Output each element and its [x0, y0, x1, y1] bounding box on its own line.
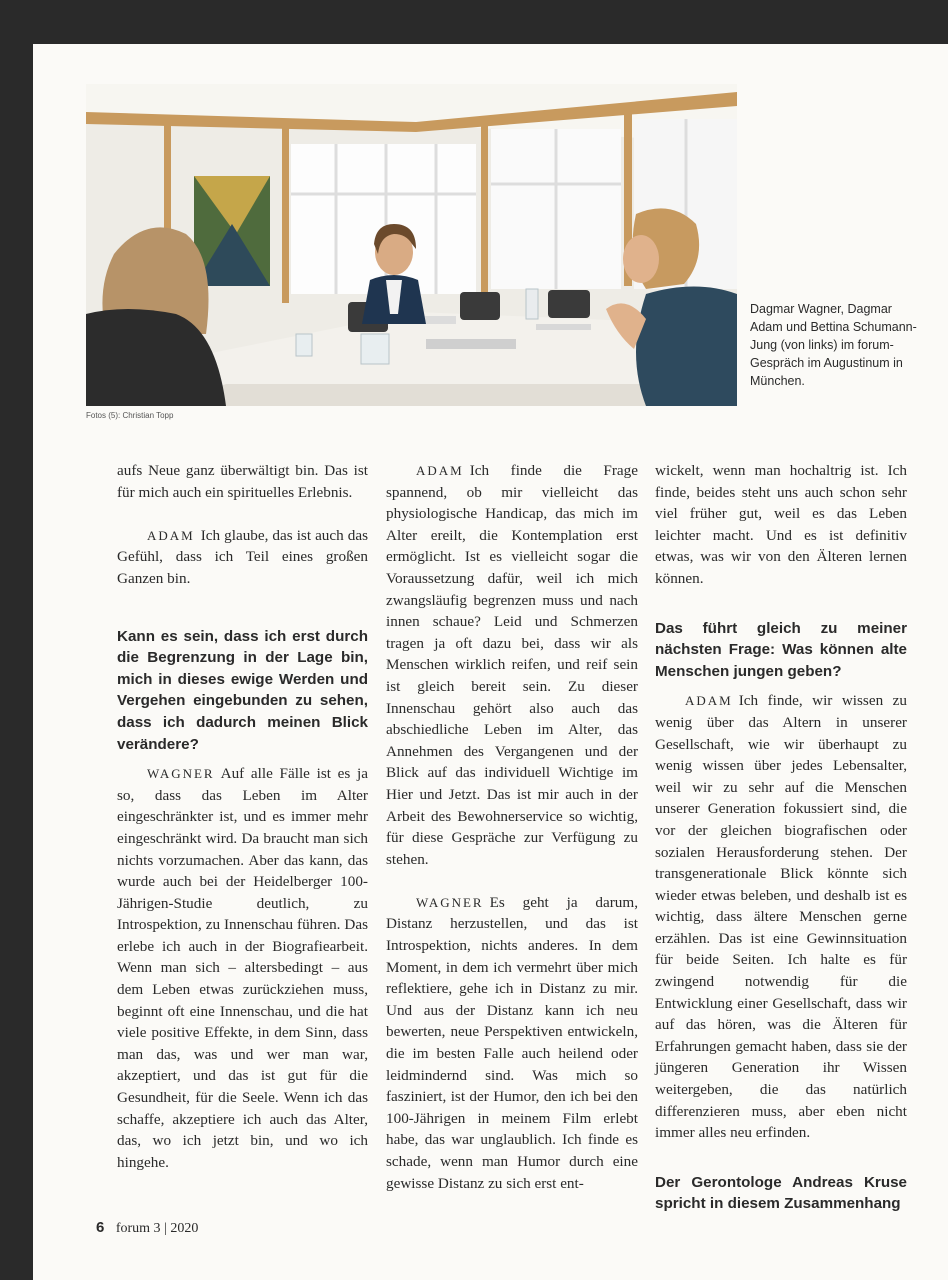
speaker-label: ADAM	[147, 527, 195, 543]
paragraph	[386, 460, 638, 870]
page-footer	[96, 1219, 198, 1237]
speaker-label: WAGNER	[416, 894, 484, 910]
paragraph	[655, 690, 907, 1143]
paragraph-text: Ich finde, wir wissen zu wenig über das Altern in unserer Gesellschaft, wie wir überhaupt zu wenig wissen über jedes Lebensalter, weil wir zu sehr auf die Menschen unserer Generation fokussiert sind, die vor der gleichen biografischen oder sozialen Herausforderung stehen. Der transgenerationale Blick könnte sich wieder etwas beleben, und deshalb ist es wichtig, dass ältere Menschen gerne erzählen. Das ist eine Gewinnsituation für beide Seiten. Ich halte es für zwingend notwendig für die Entwicklung einer Gesellschaft, dass wir auf das hören, was die Älteren für Erfahrungen gemacht haben, dass sie der jüngeren Generation ihr Wissen weitergeben, die das natürlich differenzieren muss, aber eben nicht immer alles neu erfinden.	[655, 692, 907, 1142]
interview-photo-illustration	[86, 84, 737, 406]
text-column-2	[386, 460, 638, 1194]
interview-question: Der Gerontologe Andreas Kruse spricht in diesem Zusammenhang	[655, 1173, 907, 1213]
paragraph-text: Ich finde die Frage spannend, ob mir vielleicht das physiologische Handicap, das mich im Alter ereilt, die Kontemplation erst ermöglicht. Ist es vielleicht sogar die Voraussetzung dafür, weil ich mich zwangsläufig begrenzen muss und nach innen schaue? Leid und Schmerzen tragen ja oft dazu bei, dass wir als Menschen wirklich reifen, und reif sein ist gleich bereit sein. Zu dieser Innenschau gehört also auch das abschiedliche Leben im Alter, das Annehmen des Vergangenen und der Blick auf das individuell Wichtige im Hier und Jetzt. Das ist mir auch in der Arbeit des Bewohnerservice so wichtig, für diese Gespräche zur Verfügung zu stehen.	[386, 462, 638, 868]
paragraph	[117, 525, 368, 590]
publication-label: forum 3 | 2020	[115, 1221, 199, 1236]
photo-caption: Dagmar Wagner, Dagmar Adam und Bettina Schumann-Jung (von links) im forum-Gespräch im Augustinum in München.	[750, 302, 917, 388]
speaker-label: ADAM	[685, 693, 733, 709]
interview-question: Kann es sein, dass ich erst durch die Begrenzung in der Lage bin, mich in dieses ewige Werden und Vergehen eingebunden zu sehen, dass ich dadurch meinen Blick verändere?	[117, 627, 368, 753]
text-column-1	[117, 460, 368, 1173]
paragraph-text: Es geht ja darum, Distanz herzustellen, und das ist Introspektion, nichts anderes. In dem Moment, in dem ich vermehrt über mich reflektiere, gehe ich in Distanz zu mir. Und aus der Distanz kann ich neu bewerten, neue Perspektiven entwickeln, die im besten Falle auch heilend oder leidmindernd sind. Was mich so fasziniert, ist der Humor, den ich bei den 100-Jährigen in meinem Film erlebt habe, das war unglaublich. Ich finde es schade, wenn man Humor durch eine gewisse Distanz zu sich erst ent-	[386, 893, 638, 1192]
interview-question: Das führt gleich zu meiner nächsten Frage: Was können alte Menschen jungen geben?	[655, 619, 907, 680]
paragraph: wickelt, wenn man hochaltrig ist. Ich finde, beides steht uns auch schon sehr viel früher gut, weil es das Leben leichter macht. Und es ist definitiv etwas, was wir von den Älteren lernen können.	[655, 462, 907, 587]
paragraph: aufs Neue ganz überwältigt bin. Das ist für mich auch ein spirituelles Erlebnis.	[117, 462, 368, 501]
interview-photo	[86, 84, 737, 406]
speaker-label: WAGNER	[147, 766, 215, 782]
photo-credit: Fotos (5): Christian Topp	[86, 411, 174, 420]
scan-background	[0, 0, 948, 44]
paragraph-text: Ich glaube, das ist auch das Gefühl, dass ich Teil eines großen Ganzen bin.	[117, 526, 368, 587]
paragraph	[117, 763, 368, 1173]
speaker-label: ADAM	[416, 463, 464, 478]
paragraph-text: Auf alle Fälle ist es ja so, dass das Leben im Alter eingeschränkter ist, und es immer mehr eingeschränkt wird. Da braucht man sich nichts vorzumachen. Aber das kann, das wurde auch bei der Heidelberger 100-Jährigen-Studie deutlich, zu Introspektion, zu Innenschau führen. Das erlebe ich auch in der Biografiearbeit. Wenn man sich – altersbedingt – aus dem Leben etwas zurückziehen muss, beginnt oft eine Innenschau, und die hat viele positive Effekte, in dem Sinn, dass man das, was und wer man war, akzeptiert, und das ist gut für die Gesundheit, für die Seele. Wenn ich das schaffe, akzeptiere ich auch das Alter, das, wo ich jetzt bin, und wo ich hingehe.	[117, 765, 368, 1171]
text-column-3	[655, 460, 907, 1223]
page-number: 6	[96, 1219, 105, 1236]
paragraph	[386, 892, 638, 1194]
